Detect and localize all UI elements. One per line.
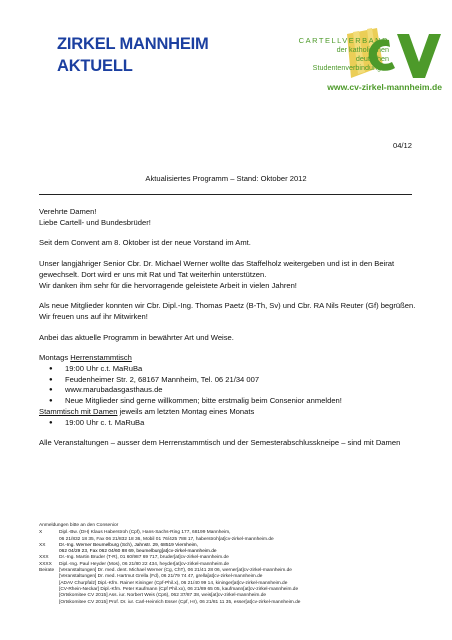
montags-heading <box>39 353 419 364</box>
cv-logo-line-1: CARTELLVERBAND <box>298 36 389 45</box>
list-item: ● Neue Mitglieder sind gerne willkommen; bitte erstmalig beim Consenior anmelden! <box>39 396 419 407</box>
damen-heading <box>39 407 419 418</box>
reg-key: X <box>39 530 43 536</box>
website-link[interactable]: www.cv-zirkel-mannheim.de <box>327 82 442 92</box>
reg-key: XXXX <box>39 561 52 567</box>
newsletter-title <box>57 33 209 77</box>
cv-logo-line-3: deutschen <box>355 54 389 63</box>
damen-stammtisch-link[interactable]: Stammtisch mit Damen <box>39 406 118 416</box>
paragraph-thanks: Wir danken ihm sehr für die hervorragende geleistete Arbeit in vielen Jahren! <box>39 280 297 290</box>
registration-block <box>39 523 439 606</box>
list-item: ● 19:00 Uhr c. t. MaRuBa <box>39 418 419 429</box>
reg-value: [Veranstaltungen] Dr. med. dent. Michael Werner (Cg, ChT), 06 21/41 28 06, werner[at]cv-zirkel-mannheim.de <box>59 568 292 574</box>
reg-value: 062 04/29 23, Fax 062 04/60 88 69, beumelburg[at]cv-zirkel-mannheim.de <box>59 549 217 555</box>
salutation <box>39 207 419 228</box>
reg-key: XX <box>39 542 46 548</box>
montags-list <box>39 364 419 407</box>
reg-value: [Veranstaltungen] Dr. med. Hartmut Grella (Fd), 06 21/79 74 47, grella[at]cv-zirkel-mannheim.de <box>59 574 263 580</box>
herrenstammtisch-link[interactable]: Herrenstammtisch <box>70 353 132 363</box>
heading-divider <box>39 194 412 195</box>
reg-key: XXX <box>39 555 49 561</box>
reg-value: 06 21/832 18 35, Fax 06 21/832 18 36, Mobil 01 76/425 788 17, haberstroh[at]cv-zirkel-mannheim.de <box>59 536 274 542</box>
paragraph-new-members: Als neue Mitglieder konnten wir Cbr. Dipl.-Ing. Thomas Paetz (B-Th, Sv) und Cbr. RA Nils Reuter (Gf) begrüßen. Wir freuen uns auf ihr Mitwirken! <box>39 301 416 321</box>
reg-key: Beirate <box>39 568 55 574</box>
reg-value: [Ortskomitee CV 2015] Prof. Dr. iur. Carl-Heinrich Esser (Cpf, Hr), 06 21/81 11 35, esser[at]cv-zirkel-mannheim.de <box>59 599 301 605</box>
paragraph-program: Anbei das aktuelle Programm in bewährter Art und Weise. <box>39 332 234 342</box>
reg-value: Dipl.-Ing. Paul Heyder (Mos), 06 21/80 22 434, heyder[at]cv-zirkel-mannheim.de <box>59 561 230 567</box>
paragraph-senior-text: Unser langjähriger Senior Cbr. Dr. Michael Werner wollte das Staffelholz weitergeben und ist in den Beirat gewechselt. Dort wird er uns mit Rat und Tat weiterhin unterstützen. <box>39 259 395 279</box>
list-item: ● 19:00 Uhr c.t. MaRuBa <box>39 364 419 375</box>
salutation-line-2: Liebe Cartell- und Bundesbrüder! <box>39 217 151 227</box>
reg-key <box>39 600 59 606</box>
reg-value: [ADAV Churpfalz] Dipl.-Kfm. Rainer Kininger (Cpf-Phil.x), 06 21/40 99 14, kininger[at]cv-zirkel-mannheim.de <box>59 580 288 586</box>
cv-logo-line-2: der katholischen <box>336 45 389 54</box>
salutation-line-1: Verehrte Damen! <box>39 207 97 216</box>
registration-header: Anmeldungen bitte an den Consenior <box>39 523 119 528</box>
title-line-2: AKTUELL <box>57 57 133 75</box>
document-heading: Aktualisiertes Programm – Stand: Oktober 2012 <box>145 174 307 183</box>
paragraph-convent: Seit dem Convent am 8. Oktober ist der neue Vorstand im Amt. <box>39 238 251 248</box>
letter-body <box>39 207 419 459</box>
cv-logo-text <box>239 36 389 72</box>
cv-logo-line-4: Studentenverbindungen <box>312 63 389 72</box>
list-item-website[interactable]: ● www.marubadasgasthaus.de <box>39 385 419 396</box>
reg-value: [Ortskomitee CV 2015] Ass. iur. Norbert Weis (Cp6), 062 37/87 38, weis[at]cv-zirkel-mannheim.de <box>59 593 267 599</box>
closing-paragraph: Alle Veranstaltungen – ausser dem Herrenstammtisch und der Semesterabschlusskneipe – sind mit Damen <box>39 438 401 448</box>
reg-value: Dipl.-Bw. (DH) Klaus Haberstroh (Cpf), Hans-Sachs-Ring 177, 68199 Mannheim, <box>59 530 231 536</box>
paragraph-senior <box>39 259 419 291</box>
registration-row <box>39 600 439 606</box>
issue-number: 04/12 <box>392 141 412 150</box>
damen-suffix: jeweils am letzten Montag eines Monats <box>117 406 255 416</box>
list-item: ● Feudenheimer Str. 2, 68167 Mannheim, Tel. 06 21/34 007 <box>39 375 419 386</box>
damen-list <box>39 418 419 429</box>
reg-value: [CV-Rhein-Neckar] Dipl.-Kfm. Peter Kaufmann (Cpf Phil.xx), 06 21/89 65 05, kaufmann[at]cv-zirkel-mannheim.de <box>59 586 299 592</box>
montags-prefix: Montags <box>39 353 71 363</box>
title-line-1: ZIRKEL MANNHEIM <box>57 35 209 53</box>
reg-value: Dr.-Ing. Martin Bruder (T-R), 01 60/987 69 717, bruder[at]cv-zirkel-mannheim.de <box>59 555 229 561</box>
reg-value: Dr.-Ing. Werner Beumelburg (Sch), Jahnstr. 29, 68519 Viernheim, <box>59 542 199 548</box>
